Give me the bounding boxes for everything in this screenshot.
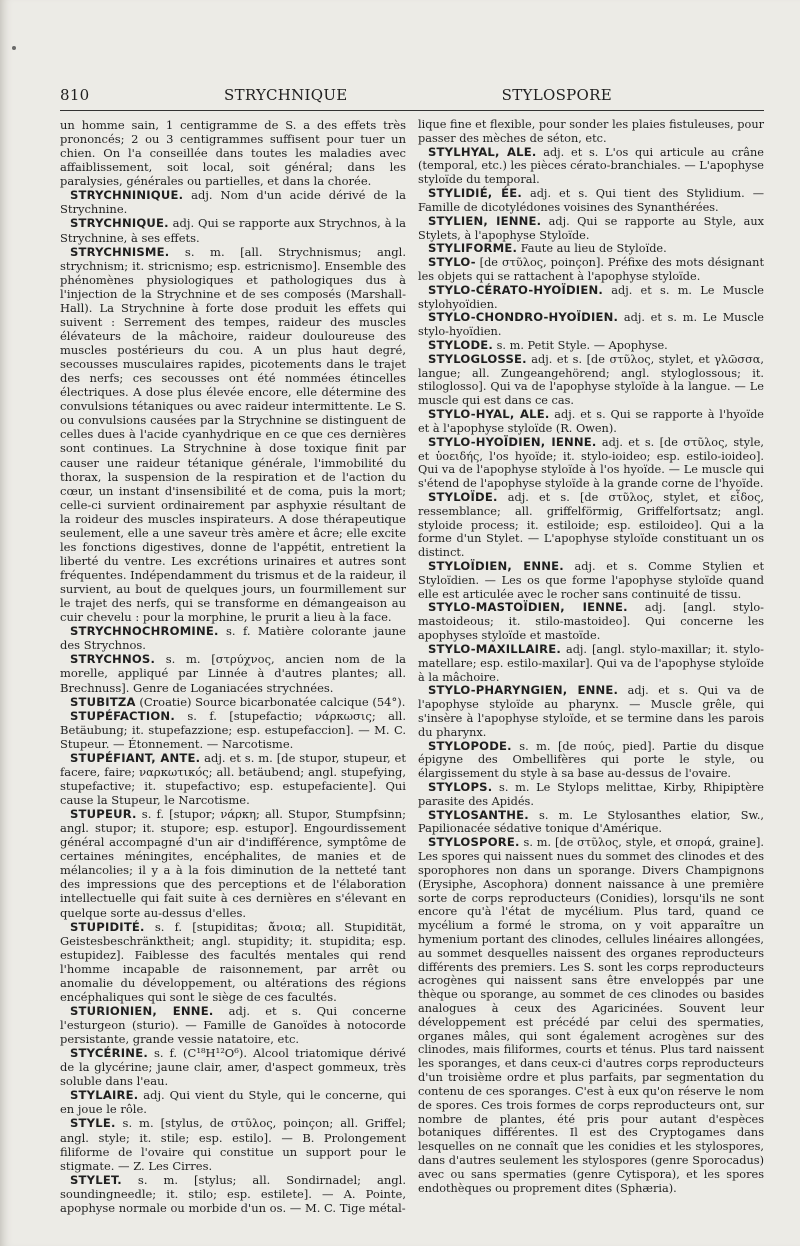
entry-text: Faute au lieu de Styloïde. bbox=[517, 242, 667, 256]
entry-headword: STYLOPODE. bbox=[428, 738, 512, 753]
entry-headword: STYLODE. bbox=[428, 338, 494, 352]
entry-headword: STYLO-MASTOÏDIEN, IENNE. bbox=[428, 600, 628, 615]
dictionary-entry bbox=[418, 491, 764, 560]
entry-headword: STYLO-HYAL, ALE. bbox=[428, 407, 550, 422]
dictionary-entry bbox=[418, 836, 764, 1195]
entry-headword: STRYCHNIQUE. bbox=[70, 216, 169, 231]
entry-text: s. f. (C¹⁸H¹²O⁶). Alcool triatomique dérivé de la glycérine; jaune clair, amer, d'aspect gommeux, très soluble dans l'eau. bbox=[60, 1046, 406, 1089]
entry-headword: STYLIFORME. bbox=[428, 241, 518, 256]
dictionary-entry bbox=[418, 684, 764, 739]
entry-text: [de στῦλος, poinçon]. Préfixe des mots désignant les objets qui se rattachent à l'apophyse styloïde. bbox=[418, 256, 764, 283]
dictionary-entry bbox=[60, 709, 406, 751]
dictionary-entry bbox=[60, 216, 406, 244]
entry-text: adj. Nom d'un acide dérivé de la Strychnine. bbox=[60, 188, 406, 217]
dictionary-entry bbox=[418, 146, 764, 187]
entry-text: adj. Qui vient du Style, qui le concerne, qui en joue le rôle. bbox=[60, 1088, 406, 1117]
entry-text: s. m. [de στῦλος, style, et σπορά, graine]. Les spores qui naissent nues du sommet des clinodes et des sporophores non dans un sporange. Divers Champignons (Erysiphe, Ascophora) donnent naissance à une première sorte de corps reproducteurs (Conidies), lorsqu'ils ne sont encore qu'à l'état de mycélium. Plus tard, quand ce mycélium a formé le stroma, on y voit apparaître un hymenium portant des clinodes, cellules linéaires allongées, au sommet desquelles naissent des organes reproducteurs différents des premiers. Les S. sont les corps reproducteurs acrogènes qui naissent sans être enveloppés par une thèque ou sporange, au sommet de ces clinodes ou basides analogues à ceux des Agaricinées. Souvent leur développement est précédé par celui des spermaties, organes mâles, qui sont également acrogènes sur des clinodes, mais filiformes, courts et ténus. Plus tard naissent les sporanges, et dans ceux-ci d'autres corps reproducteurs d'un troisième ordre et plus parfaits, par segmentation du contenu de ces sporanges. C'est à eux qu'on réserve le nom de spores. Ces trois formes de corps reproducteurs ont, sur nombre de plantes, été pris pour autant d'espèces botaniques différentes. Il est des Cryptogames dans lesquelles on ne connaît que les conidies et les stylospores, dans d'autres seulement les stylospores (genre Sporocadus) avec ou sans spermaties (genre Cytispora), et les spores endothèques ou proprement dites (Sphæria). bbox=[418, 836, 764, 1195]
dictionary-entry bbox=[418, 187, 764, 215]
entry-text: s. m. Le Stylosanthes elatior, Sw., Papilionacée sédative tonique d'Amérique. bbox=[418, 808, 764, 836]
dictionary-entry bbox=[60, 118, 406, 188]
entry-headword: STYLHYAL, ALE. bbox=[428, 144, 537, 159]
dictionary-entry bbox=[60, 807, 406, 920]
entry-text: s. m. [stylus; all. Sondirnadel; angl. soundingneedle; it. stilo; esp. estilete]. — A. Pointe, apophyse normale ou morbide d'un os. — M. C. Tige métal- bbox=[60, 1172, 406, 1215]
entry-headword: STYLO-CÉRATO-HYOÏDIEN. bbox=[428, 282, 603, 297]
dictionary-entry bbox=[418, 215, 764, 243]
header-rule bbox=[60, 110, 764, 111]
entry-text: adj. et s. Qui se rapporte à l'hyoïde et à l'apophyse styloïde (R. Owen). bbox=[418, 408, 764, 435]
entry-headword: STYLO-MAXILLAIRE. bbox=[428, 641, 561, 656]
entry-text: adj. [angl. stylo-mastoideous; it. stilo-mastoideo]. Qui concerne les apophyses styloïde et mastoïde. bbox=[418, 601, 764, 643]
entry-headword: STRYCHNINIQUE. bbox=[70, 188, 184, 203]
entry-text: s. f. [stupiditas; ἄνοια; all. Stupidität, Geistesbeschränktheit; angl. stupidity; it. stupidita; esp. estupidez]. Faiblesse des facultés mentales qui rend l'homme incapable de raisonnement, par arrêt ou anomalie du développement, ou altérations des régions encéphaliques qui sont le siège de ces facultés. bbox=[60, 919, 406, 1004]
left-column bbox=[60, 118, 406, 1215]
entry-headword: STYLIDIÉ, ÉE. bbox=[428, 186, 522, 201]
entry-text: adj. et s. Qui tient des Stylidium. — Famille de dicotylédones voisines des Synanthérées. bbox=[418, 187, 764, 214]
entry-headword: STRYCHNOS. bbox=[70, 652, 156, 667]
entry-headword: STUPEUR. bbox=[70, 807, 137, 822]
entry-text: adj. et s. L'os qui articule au crâne (temporal, etc.) les pièces cérato-branchiales. — L'apophyse styloïde du temporal. bbox=[418, 145, 764, 187]
entry-text: s. m. [all. Strychnismus; angl. strychnism; it. stricnismo; esp. estricnismo]. Ensemble des phénomènes physiologiques et pathologiques dus à l'injection de la Strychnine et de ses composés (Marshall-Hall). La Strychnine à forte dose produit les effets qui suivent : Serrement des tempes, raideur des muscles élévateurs de la mâchoire, raideur douloureuse des muscles postérieurs du cou. A un plus haut degré, secousses musculaires rapides, picotements dans le trajet des nerfs; ces secousses ont été nommées étincelles électriques. A dose plus élevée encore, elle détermine des convulsions tétaniques ou avec raideur intermittente. Le S. ou convulsions causées par la Strychnine se distinguent de celles dues à l'acide cyanhydrique en ce que ces dernières sont continues. La Strychnine à dose toxique finit par causer une raideur tétanique générale, l'immobilité du thorax, la suspension de la respiration et de l'action du cœur, un instant d'insensibilité et de coma, puis la mort; celle-ci survient ordinairement par asphyxie résultant de la roideur des muscles inspirateurs. A dose thérapeutique seulement, elle a une saveur très amère et âcre; elle excite les fonctions digestives, donne de l'appétit, entretient la liberté du ventre. Les excrétions urinaires et autres sont fréquentes. Indépendamment du trismus et de la raideur, il survient, au bout de quelques jours, un fourmillement sur le trajet des nerfs, qui se transforme en démangeaison au cuir chevelu : pour la morphine, le prurit a lieu à la face. bbox=[60, 244, 406, 625]
dictionary-entry bbox=[418, 781, 764, 809]
entry-text: s. m. Le Stylops melittae, Kirby, Rhipiptère parasite des Apidés. bbox=[418, 781, 764, 808]
entry-text: s. m. [στρύχνος, ancien nom de la morelle, appliqué par Linnée à d'autres plantes; all. Brechnuss]. Genre de Loganiacées strychnées. bbox=[60, 652, 406, 695]
dictionary-entry bbox=[418, 809, 764, 837]
entry-headword: STYLAIRE. bbox=[70, 1088, 139, 1103]
entry-text: adj. et s. m. [de stupor, stupeur, et facere, faire; ναρκωτικός; all. betäubend; angl. stupefying, stupefactive; it. stupefactivo; esp. estupefaciente]. Qui cause la Stupeur, le Narcotisme. bbox=[60, 750, 406, 807]
entry-text: s. m. [stylus, de στῦλος, poinçon; all. Griffel; angl. style; it. stile; esp. estilo]. — B. Prolongement filiforme de l'ovaire qui constitue un support pour le stigmate. — Z. Les Cirres. bbox=[60, 1116, 406, 1173]
entry-text: adj. et s. [de στῦλος, style, et ὑοειδής, l'os hyoïde; it. stylo-ioideo; esp. estilo-ioideo]. Qui va de l'apophyse styloïde à l'os hyoïde. — Le muscle qui s'étend de l'apophyse styloïde à la grande corne de l'hyoïde. bbox=[418, 435, 764, 491]
entry-text: adj. Qui se rapporte au Style, aux Stylets, à l'apophyse Styloïde. bbox=[418, 214, 764, 242]
entry-text: adj. et s. Comme Stylien et Styloïdien. — Les os que forme l'apophyse styloïde quand elle est articulée avec le rocher sans continuité de tissu. bbox=[418, 560, 764, 601]
entry-headword: STUPIDITÉ. bbox=[70, 919, 145, 934]
entry-headword: STYLOGLOSSE. bbox=[428, 351, 527, 366]
entry-text: adj. et s. m. Le Muscle stylohyoïdien. bbox=[418, 283, 764, 311]
dictionary-entry bbox=[418, 601, 764, 642]
dictionary-entry bbox=[418, 643, 764, 684]
right-column bbox=[418, 118, 764, 1195]
entry-headword: STYCÉRINE. bbox=[70, 1046, 148, 1061]
entry-text: adj. et s. [de στῦλος, stylet, et εἶδος, ressemblance; all. griffelförmig, Griffelfortsatz; angl. styloide process; it. estiloide; esp. estiloideo]. Qui a la forme d'un Stylet. — L'apophyse styloïde constituant un os distinct. bbox=[418, 490, 764, 560]
dictionary-entry bbox=[60, 1004, 406, 1046]
entry-text: s. m. [de πούς, pied]. Partie du disque épigyne des Ombellifères qui porte le style, ou élargissement du style à sa base au-dessus de l'ovaire. bbox=[418, 739, 764, 781]
entry-headword: STYLO-PHARYNGIEN, ENNE. bbox=[428, 683, 619, 698]
dictionary-entry bbox=[60, 920, 406, 1004]
dictionary-entry bbox=[60, 624, 406, 652]
dictionary-entry bbox=[60, 652, 406, 694]
entry-text: un homme sain, 1 centigramme de S. a des effets très prononcés; 2 ou 3 centigrammes suffisent pour tuer un chien. On l'a conseillée dans toutes les maladies avec affaiblissement, soit local, soit général; dans les paralysies, générales ou partielles, et dans la chorée. bbox=[60, 118, 406, 189]
entry-headword: STUBITZA bbox=[70, 694, 136, 709]
dictionary-entry bbox=[418, 353, 764, 408]
dictionary-entry bbox=[418, 560, 764, 601]
entry-headword: STUPÉFACTION. bbox=[70, 708, 175, 723]
dictionary-entry bbox=[418, 408, 764, 436]
entry-headword: STYLOSANTHE. bbox=[428, 807, 529, 822]
entry-headword: STYLOPS. bbox=[428, 780, 493, 794]
entry-text: s. f. [stupefactio; νάρκωσις; all. Betäubung; it. stupefazzione; esp. estupefaccion]. — M. C. Stupeur. — Étonnement. — Narcotisme. bbox=[60, 708, 406, 751]
dictionary-entry bbox=[418, 311, 764, 339]
entry-headword: STYLO- bbox=[428, 255, 476, 270]
entry-text: adj. [angl. stylo-maxillar; it. stylo-matellare; esp. estilo-maxilar]. Qui va de l'apophyse styloïde à la mâchoire. bbox=[418, 642, 764, 684]
entry-headword: STYLO-HYOÏDIEN, IENNE. bbox=[428, 434, 597, 449]
dictionary-entry bbox=[60, 1088, 406, 1116]
dictionary-entry bbox=[418, 339, 764, 353]
right-running-head: STYLOSPORE bbox=[501, 86, 612, 104]
dictionary-entry bbox=[418, 284, 764, 312]
entry-headword: STYLIEN, IENNE. bbox=[428, 213, 542, 228]
dictionary-entry bbox=[60, 1116, 406, 1172]
entry-headword: STYLOSPORE. bbox=[428, 835, 520, 850]
entry-text: (Croatie) Source bicarbonatée calcique (54°). bbox=[135, 694, 406, 709]
entry-text: adj. et s. [de στῦλος, stylet, et γλῶσσα, langue; all. Zungeangehörend; angl. styloglossous; it. stiloglosso]. Qui va de l'apophyse styloïde à la langue. — Le muscle qui est dans ce cas. bbox=[418, 352, 764, 408]
dictionary-entry bbox=[418, 256, 764, 284]
entry-headword: STUPÉFIANT, ANTE. bbox=[70, 750, 201, 765]
dictionary-entry bbox=[418, 242, 764, 256]
dictionary-entry bbox=[60, 751, 406, 807]
dictionary-entry bbox=[418, 118, 764, 146]
page-header bbox=[48, 82, 768, 108]
entry-text: s. f. Matière colorante jaune des Strychnos. bbox=[60, 624, 406, 653]
dictionary-entry bbox=[60, 1046, 406, 1088]
entry-headword: STYLOÏDIEN, ENNE. bbox=[428, 559, 564, 573]
entry-headword: STYLE. bbox=[70, 1116, 116, 1131]
entry-headword: STYLOÏDE. bbox=[428, 489, 498, 504]
entry-text: adj. et s. Qui concerne l'esturgeon (sturio). — Famille de Ganoïdes à notocorde persistante, grande vessie natatoire, etc. bbox=[60, 1003, 406, 1047]
entry-text: adj. et s. Qui va de l'apophyse styloïde au pharynx. — Muscle grêle, qui s'insère à l'apophyse styloïde, et se termine dans les parois du pharynx. bbox=[418, 684, 765, 739]
dictionary-entry bbox=[418, 436, 764, 491]
dictionary-entry bbox=[60, 245, 406, 625]
scan-speck bbox=[12, 46, 16, 50]
entry-text: s. f. [stupor; νάρκη; all. Stupor, Stumpfsinn; angl. stupor; it. stupore; esp. estupor]. Engourdissement général accompagné d'un air d'indifférence, symptôme de certaines méningites, encéphalites, de manies et de mélancolies; il y a à la fois diminution de la netteté tant des impressions que des perceptions et de l'élaboration intellectuelle qui fait suite à ces dernières en s'élevant en quelque sorte au-dessus d'elles. bbox=[60, 807, 406, 920]
entry-headword: STRYCHNOCHROMINE. bbox=[70, 624, 219, 639]
entry-headword: STYLET. bbox=[70, 1172, 122, 1187]
entry-text: s. m. Petit Style. — Apophyse. bbox=[493, 339, 668, 352]
entry-headword: STYLO-CHONDRO-HYOÏDIEN. bbox=[428, 310, 619, 325]
entry-text: adj. Qui se rapporte aux Strychnos, à la Strychnine, à ses effets. bbox=[60, 216, 406, 245]
entry-text: lique fine et flexible, pour sonder les plaies fistuleuses, pour passer des mèches de séton, etc. bbox=[418, 118, 764, 145]
entry-text: adj. et s. m. Le Muscle stylo-hyoïdien. bbox=[418, 311, 764, 339]
dictionary-entry bbox=[60, 695, 406, 709]
entry-headword: STRYCHNISME. bbox=[70, 244, 170, 259]
dictionary-entry bbox=[60, 1173, 406, 1215]
dictionary-entry bbox=[60, 188, 406, 216]
page-number: 810 bbox=[60, 86, 90, 104]
dictionary-entry bbox=[418, 740, 764, 781]
entry-headword: STURIONIEN, ENNE. bbox=[70, 1003, 214, 1018]
left-running-head: STRYCHNIQUE bbox=[224, 86, 348, 104]
